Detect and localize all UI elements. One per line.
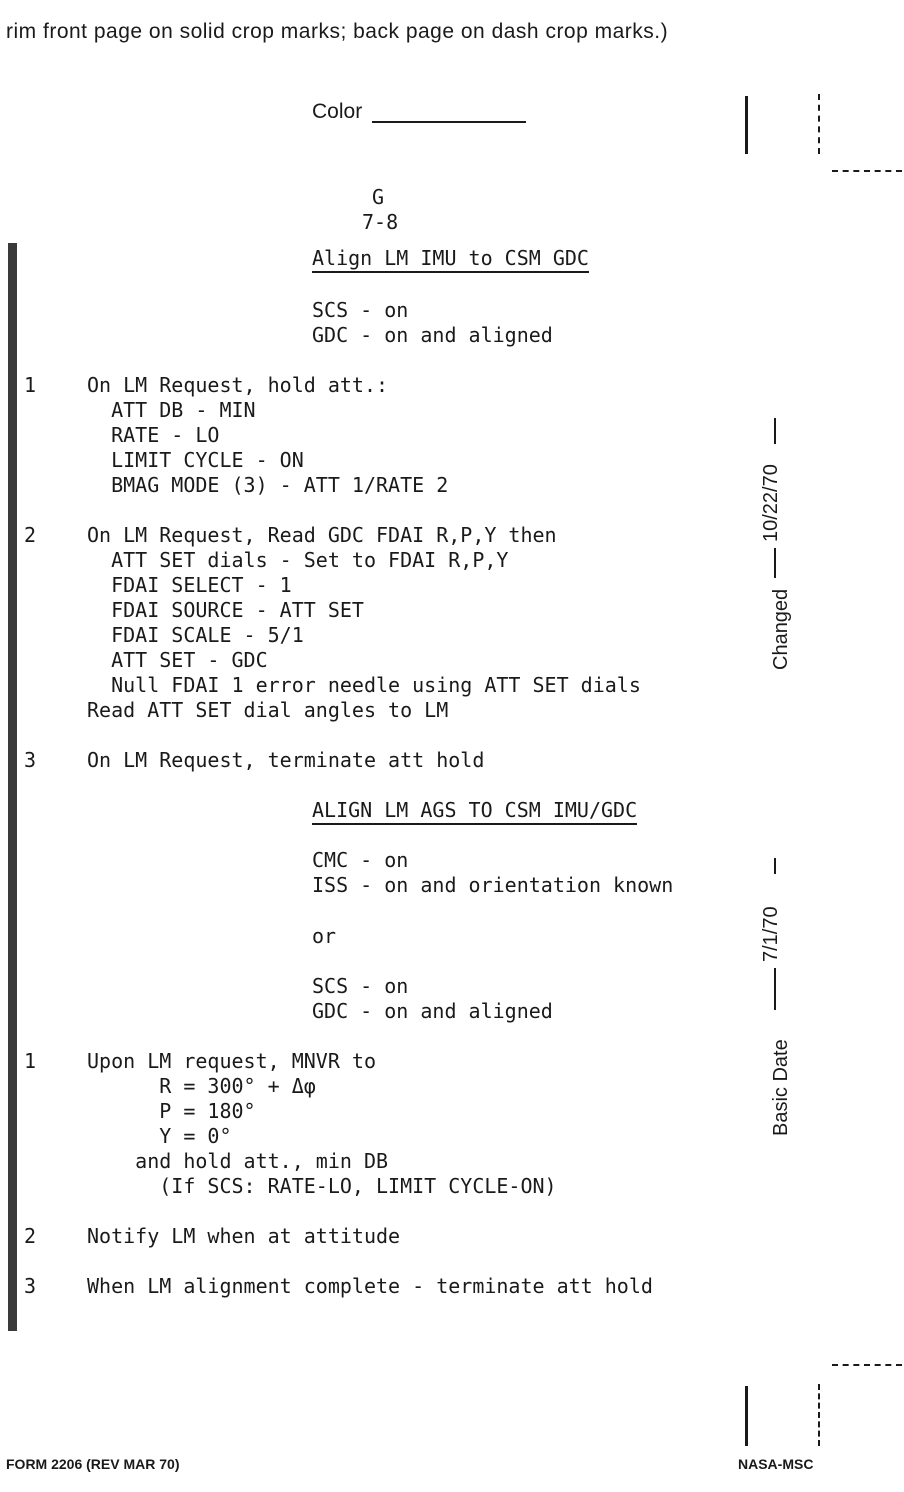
color-field-line bbox=[372, 121, 526, 123]
step-text: ATT DB - MIN bbox=[87, 398, 256, 422]
step-number: 2 bbox=[24, 523, 37, 547]
changed-date-line bbox=[774, 548, 776, 578]
step-text: LIMIT CYCLE - ON bbox=[87, 448, 304, 472]
section2-precondition: CMC - on bbox=[312, 848, 409, 872]
basic-date-line-top bbox=[774, 858, 776, 874]
page-letter: G bbox=[372, 185, 385, 209]
step-number: 1 bbox=[24, 1049, 37, 1073]
section2-precondition: SCS - on bbox=[312, 974, 409, 998]
step-text: R = 300° + Δφ bbox=[87, 1074, 316, 1098]
header-instruction: rim front page on solid crop marks; back page on dash crop marks.) bbox=[6, 20, 669, 43]
solid-crop-mark-bottom bbox=[745, 1386, 748, 1446]
change-bar bbox=[8, 243, 17, 1331]
step-number: 1 bbox=[24, 373, 37, 397]
step-text: and hold att., min DB bbox=[87, 1149, 389, 1173]
step-text: ATT SET dials - Set to FDAI R,P,Y bbox=[87, 548, 509, 572]
step-text: RATE - LO bbox=[87, 423, 220, 447]
changed-label: Changed bbox=[770, 588, 792, 670]
section2-title: ALIGN LM AGS TO CSM IMU/GDC bbox=[312, 798, 637, 823]
solid-crop-mark-top bbox=[745, 96, 748, 154]
step-text: FDAI SOURCE - ATT SET bbox=[87, 598, 364, 622]
step-text: On LM Request, hold att.: bbox=[87, 373, 389, 397]
section2-precondition: GDC - on and aligned bbox=[312, 999, 553, 1023]
step-text: Null FDAI 1 error needle using ATT SET dials bbox=[87, 673, 641, 697]
step-text: Read ATT SET dial angles to LM bbox=[87, 698, 449, 722]
section1-precondition: GDC - on and aligned bbox=[312, 323, 553, 347]
dash-crop-mark-bottom-vertical bbox=[818, 1384, 820, 1446]
step-text: BMAG MODE (3) - ATT 1/RATE 2 bbox=[87, 473, 449, 497]
step-text: When LM alignment complete - terminate att hold bbox=[87, 1274, 653, 1298]
step-text: Y = 0° bbox=[87, 1124, 232, 1148]
changed-date: 10/22/70 bbox=[760, 464, 782, 542]
section2-precondition: ISS - on and orientation known bbox=[312, 873, 674, 897]
section1-title: Align LM IMU to CSM GDC bbox=[312, 246, 589, 271]
form-number: FORM 2206 (REV MAR 70) bbox=[6, 1456, 180, 1472]
section1-precondition: SCS - on bbox=[312, 298, 409, 322]
basic-date: 7/1/70 bbox=[760, 906, 782, 962]
basic-date-line bbox=[774, 968, 776, 1010]
step-number: 3 bbox=[24, 748, 37, 772]
changed-date-line-top bbox=[774, 418, 776, 444]
step-text: On LM Request, Read GDC FDAI R,P,Y then bbox=[87, 523, 557, 547]
step-text: FDAI SCALE - 5/1 bbox=[87, 623, 304, 647]
step-text: ATT SET - GDC bbox=[87, 648, 268, 672]
dash-crop-mark-bottom-horizontal bbox=[832, 1364, 902, 1366]
dash-crop-mark-top-vertical bbox=[818, 94, 820, 154]
step-text: (If SCS: RATE-LO, LIMIT CYCLE-ON) bbox=[87, 1174, 557, 1198]
step-number: 3 bbox=[24, 1274, 37, 1298]
step-text: On LM Request, terminate att hold bbox=[87, 748, 485, 772]
basic-date-label: Basic Date bbox=[770, 1039, 792, 1136]
step-text: P = 180° bbox=[87, 1099, 256, 1123]
section2-or: or bbox=[312, 924, 337, 948]
step-text: Notify LM when at attitude bbox=[87, 1224, 401, 1248]
step-number: 2 bbox=[24, 1224, 37, 1248]
step-text: Upon LM request, MNVR to bbox=[87, 1049, 376, 1073]
org-label: NASA-MSC bbox=[738, 1456, 814, 1472]
dash-crop-mark-top-horizontal bbox=[832, 170, 902, 172]
page-number: 7-8 bbox=[362, 210, 399, 234]
color-label: Color bbox=[312, 100, 363, 123]
step-text: FDAI SELECT - 1 bbox=[87, 573, 292, 597]
